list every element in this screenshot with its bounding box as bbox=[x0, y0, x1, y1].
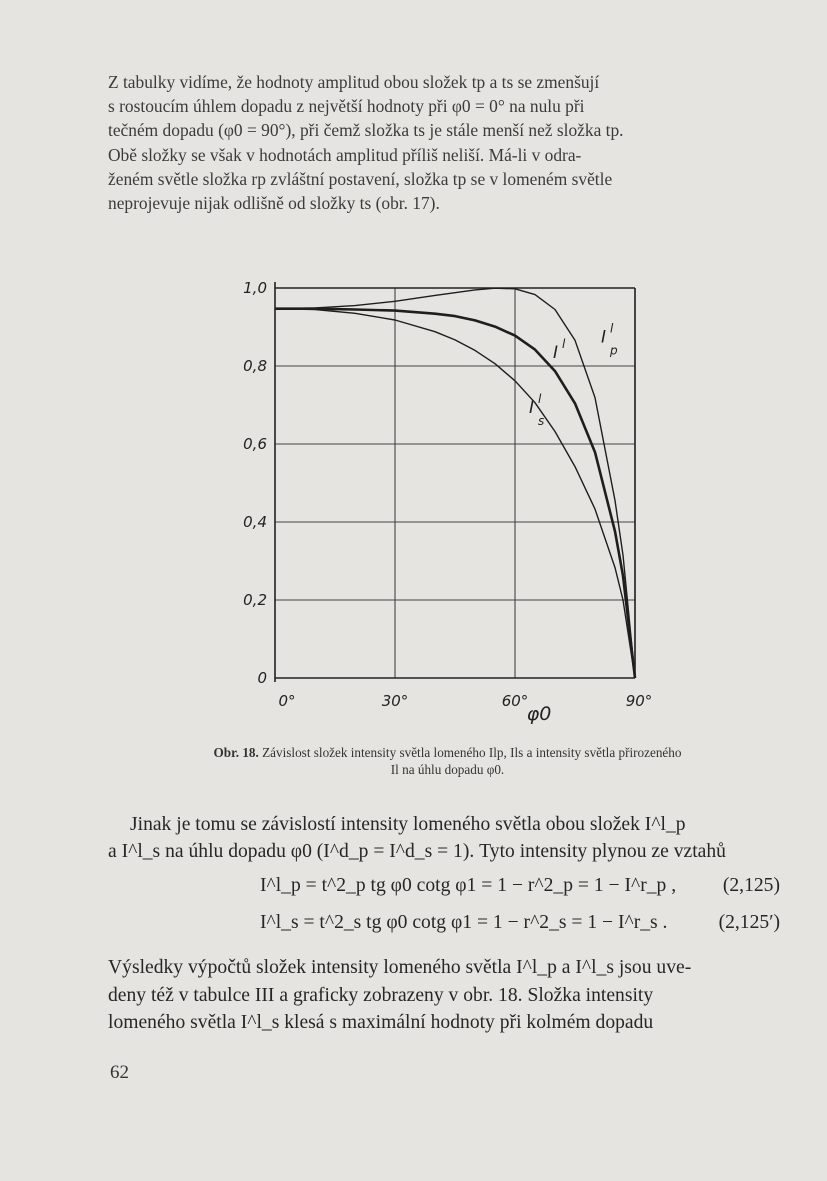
x-axis-label: φ0 bbox=[526, 703, 552, 725]
text-line: Jinak je tomu se závislostí intensity lomeného světla obou složek I^l_p bbox=[130, 814, 686, 835]
x-tick-label: 0° bbox=[278, 692, 296, 710]
x-tick-label: 30° bbox=[381, 692, 409, 710]
equation-number: (2,125′) bbox=[718, 912, 780, 933]
series-label: I bbox=[601, 327, 607, 348]
figure-caption bbox=[110, 744, 785, 778]
series-line-ils bbox=[275, 309, 635, 678]
y-tick-label: 0,4 bbox=[243, 513, 267, 531]
series-label-sub: s bbox=[538, 413, 545, 428]
x-tick-label: 90° bbox=[625, 692, 653, 710]
page-number: 62 bbox=[110, 1062, 129, 1083]
figure-18 bbox=[230, 270, 670, 740]
text-line: tečném dopadu (φ0 = 90°), při čemž složka ts je stále menší než složka tp. bbox=[108, 120, 624, 141]
y-tick-label: 0,2 bbox=[243, 591, 267, 609]
equation-text: I^l_p = t^2_p tg φ0 cotg φ1 = 1 − r^2_p = 1 − I^r_p , bbox=[260, 875, 677, 896]
caption-line: Il na úhlu dopadu φ0. bbox=[390, 762, 505, 777]
y-tick-label: 0 bbox=[257, 669, 267, 687]
paragraph-intensity bbox=[108, 811, 780, 839]
y-tick-label: 0,6 bbox=[243, 435, 267, 453]
y-tick-label: 0,8 bbox=[243, 357, 267, 375]
equation-2-125 bbox=[108, 875, 780, 907]
x-tick-label: 60° bbox=[501, 692, 529, 710]
equation-text: I^l_s = t^2_s tg φ0 cotg φ1 = 1 − r^2_s = 1 − I^r_s . bbox=[260, 912, 668, 933]
series-line-il bbox=[275, 309, 635, 678]
equation-2-125-prime bbox=[108, 912, 780, 944]
caption-text: Závislost složek intensity světla lomeného Ilp, Ils a intensity světla přirozeného bbox=[262, 745, 682, 760]
series-label-sub: p bbox=[610, 343, 618, 358]
equation-number: (2,125) bbox=[722, 875, 780, 896]
text-line: lomeného světla I^l_s klesá s maximální hodnoty při kolmém dopadu bbox=[108, 1012, 654, 1033]
y-tick-label: 1,0 bbox=[243, 279, 267, 297]
paragraph-results bbox=[108, 954, 780, 1037]
intensity-chart bbox=[230, 270, 670, 740]
text-line: a I^l_s na úhlu dopadu φ0 (I^d_p = I^d_s = 1). Tyto intensity plynou ze vztahů bbox=[108, 841, 726, 862]
series-label-sup: l bbox=[562, 337, 566, 352]
series-label: I bbox=[553, 343, 559, 364]
paragraph-intensity-cont bbox=[108, 838, 780, 866]
paragraph-amplitudes bbox=[108, 70, 780, 215]
text-line: ženém světle složka rp zvláštní postavení, složka tp se v lomeném světle bbox=[108, 168, 613, 189]
series-label-sup: l bbox=[610, 321, 614, 336]
text-line: deny též v tabulce III a graficky zobrazeny v obr. 18. Složka intensity bbox=[108, 984, 654, 1006]
text-line: Z tabulky vidíme, že hodnoty amplitud obou složek tp a ts se zmenšují bbox=[108, 72, 600, 92]
series-label-sup: l bbox=[538, 391, 542, 406]
series-label: I bbox=[529, 397, 535, 418]
text-line: Výsledky výpočtů složek intensity lomeného světla I^l_p a I^l_s jsou uve- bbox=[108, 957, 692, 978]
text-line: Obě složky se však v hodnotách amplitud příliš neliší. Má-li v odra- bbox=[108, 144, 582, 165]
series-line-ilp bbox=[275, 288, 635, 678]
text-line: s rostoucím úhlem dopadu z největší hodnoty při φ0 = 0° na nulu při bbox=[108, 96, 585, 117]
caption-line bbox=[110, 744, 785, 761]
caption-prefix: Obr. 18. bbox=[213, 745, 259, 760]
text-line: neprojevuje nijak odlišně od složky ts (obr. 17). bbox=[108, 193, 440, 214]
